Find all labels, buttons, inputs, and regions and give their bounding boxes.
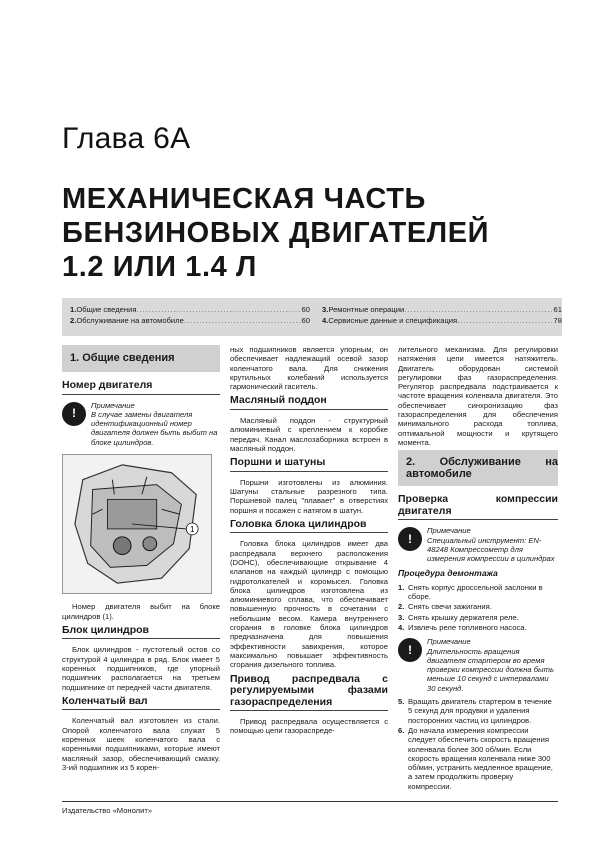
column-2	[230, 345, 388, 739]
column-3	[398, 345, 558, 796]
paragraph-cylinder-block: Блок цилиндров - пустотелый остов со структурой 4 цилиндра в ряд. Блок имеет 5 коренных подшипников, где упорный подшипник располагается на третьем подшипнике от передней части двигателя.	[62, 645, 220, 692]
toc-entry-label: Общие сведения	[76, 305, 137, 314]
toc-entry[interactable]	[70, 315, 310, 326]
toc-entry-number: 4.	[322, 316, 329, 325]
heading-cylinder-head: Головка блока цилиндров	[230, 519, 388, 534]
toc-entry-page: 78	[553, 316, 562, 325]
chapter-title-line: 1.2 ИЛИ 1.4 Л	[62, 251, 257, 283]
warning-icon: !	[398, 638, 422, 662]
note-block	[62, 401, 220, 447]
table-of-contents	[62, 298, 562, 336]
list-item	[398, 726, 558, 791]
column-1	[62, 345, 220, 775]
list-item	[398, 613, 558, 622]
note-title: Примечание	[91, 400, 135, 410]
chapter-label: Глава 6А	[62, 122, 191, 155]
note-title: Примечание	[427, 637, 471, 647]
chapter-title-line: БЕНЗИНОВЫХ ДВИГАТЕЛЕЙ	[62, 217, 490, 249]
toc-entry-label: Ремонтные операции	[328, 305, 405, 314]
note-text: В случае замены двигателя идентификационный номер двигателя должен быть выбит на блоке цилиндров.	[91, 409, 218, 447]
warning-icon: !	[62, 402, 86, 426]
figure-caption: Номер двигателя выбит на блоке цилиндров (1).	[62, 602, 220, 621]
paragraph-cylinder-head: Головка блока цилиндров имеет два распредвала верхнего расположения (DOHC), обеспечивающие открывание 4 клапанов на каждый цилиндр с помощью гидротолкателей и коромысел. Головка блока цилиндров изготовлена из алюминиевого сплава, что обеспечивает повышенную прочность в сочетании с небольшим весом. Камера внутреннего сгорания в головке блока цилиндров предназначена для повышения эффективности завихрения, которое максимально повышает эффективность сгорания дизельного топлива.	[230, 539, 388, 670]
note-block	[398, 526, 558, 563]
step-number: 6.	[398, 725, 405, 735]
toc-column-right	[322, 304, 562, 326]
step-number: 3.	[398, 612, 405, 622]
toc-entry[interactable]	[70, 304, 310, 315]
paragraph-crankshaft: Коленчатый вал изготовлен из стали. Опорой коленчатого вала служат 5 коренных шеек коленчатого вала с коренными подшипниками, которые имеют масляный зазор, обеспечивающий смазку. 3-ий подшипник из 5 корен-	[62, 716, 220, 772]
heading-cylinder-block: Блок цилиндров	[62, 625, 220, 640]
step-text: Вращать двигатель стартером в течение 5 секунд для продувки и удаления посторонних частиц из цилиндров.	[408, 697, 552, 725]
heading-pistons: Поршни и шатуны	[230, 457, 388, 472]
chapter-title-line: МЕХАНИЧЕСКАЯ ЧАСТЬ	[62, 183, 426, 215]
toc-column-left	[70, 304, 310, 326]
paragraph-camshaft-drive: Привод распредвала осуществляется с помощью цепи газораспреде-	[230, 717, 388, 736]
toc-entry-label: Сервисные данные и спецификация	[328, 316, 458, 325]
toc-leader-dots	[136, 304, 300, 315]
toc-leader-dots	[184, 315, 301, 326]
warning-icon: !	[398, 527, 422, 551]
toc-leader-dots	[457, 315, 552, 326]
paragraph-oil-pan: Масляный поддон - структурный алюминиевый с креплением к коробке передач. Канал маслозаборника встроен в масляный поддон.	[230, 415, 388, 453]
step-number: 1.	[398, 582, 405, 592]
section-heading-general: 1. Общие сведения	[62, 345, 220, 372]
heading-camshaft-drive: Привод распредвала с регулируемыми фазами газораспределения	[230, 674, 388, 712]
step-text: До начала измерения компрессии следует обеспечить скорость вращения коленвала более 300 об/мин. Если скорость вращения коленвала ниже 300 об/мин, устранить медленное вращение, а затем продолжить проверку компрессии.	[408, 725, 553, 791]
note-block	[398, 637, 558, 693]
list-item	[398, 697, 558, 725]
paragraph-crankshaft-continued: ных подшипников является упорным, он обеспечивает надлежащий осевой зазор коленчатого вала. Для снижения крутильных колебаний используется гармонический гаситель.	[230, 345, 388, 392]
procedure-steps	[398, 583, 558, 632]
heading-oil-pan: Масляный поддон	[230, 395, 388, 410]
step-number: 5.	[398, 697, 405, 707]
toc-entry-number: 1.	[70, 305, 77, 314]
toc-entry[interactable]	[322, 315, 562, 326]
step-number: 4.	[398, 622, 405, 632]
list-item	[398, 583, 558, 602]
heading-crankshaft: Коленчатый вал	[62, 696, 220, 711]
toc-entry-page: 61	[553, 305, 562, 314]
paragraph-camshaft-continued: лительного механизма. Для регулировки натяжения цепи имеется натяжитель. Двигатель оборудован системой регулировки фаз газораспределения. Регулятор распредвала подстраивается к частоте вращения коленвала двигателя. Это обеспечивает синхронизацию фаз газораспределения для обеспечения минимального расхода топлива, оптимальной мощности и крутящего момента.	[398, 345, 558, 447]
step-text: Извлечь реле топливного насоса.	[408, 622, 527, 632]
paragraph-pistons: Поршни изготовлены из алюминия. Шатуны стальные разрезного типа. Поршневой палец "плавает" в отверстиях поршня и посажен с натягом в шатун.	[230, 477, 388, 515]
heading-procedure: Процедура демонтажа	[398, 568, 498, 579]
toc-entry-number: 3.	[322, 305, 329, 314]
toc-entry-number: 2.	[70, 316, 77, 325]
toc-entry-label: Обслуживание на автомобиле	[76, 316, 184, 325]
publisher-label: Издательство «Монолит»	[62, 806, 153, 815]
footer-divider	[62, 801, 558, 802]
heading-compression-check: Проверка компрессии двигателя	[398, 494, 558, 520]
list-item	[398, 623, 558, 632]
note-text: Специальный инструмент: EN-48248 Компрессометр для измерения компрессии в цилиндрах	[427, 535, 555, 564]
section-heading-service: 2. Обслуживание на автомобиле	[398, 450, 558, 486]
toc-leader-dots	[404, 304, 552, 315]
note-text: Длительность вращения двигателя стартером во время проверки компрессии должна быть меньше 10 секунд с интервалами 30 секунд.	[427, 646, 554, 693]
step-text: Снять корпус дроссельной заслонки в сборе.	[408, 582, 543, 602]
chapter-title	[62, 182, 582, 284]
figure-callout-label: 1	[190, 524, 195, 534]
toc-entry-page: 60	[301, 316, 310, 325]
toc-entry[interactable]	[322, 304, 562, 315]
toc-entry-page: 60	[301, 305, 310, 314]
step-number: 2.	[398, 602, 405, 612]
list-item	[398, 602, 558, 611]
note-title: Примечание	[427, 526, 471, 536]
step-text: Снять свечи зажигания.	[408, 602, 492, 612]
engine-number-figure	[62, 454, 212, 594]
step-text: Снять крышку держателя реле.	[408, 612, 519, 622]
procedure-steps	[398, 697, 558, 791]
heading-engine-number: Номер двигателя	[62, 380, 220, 395]
